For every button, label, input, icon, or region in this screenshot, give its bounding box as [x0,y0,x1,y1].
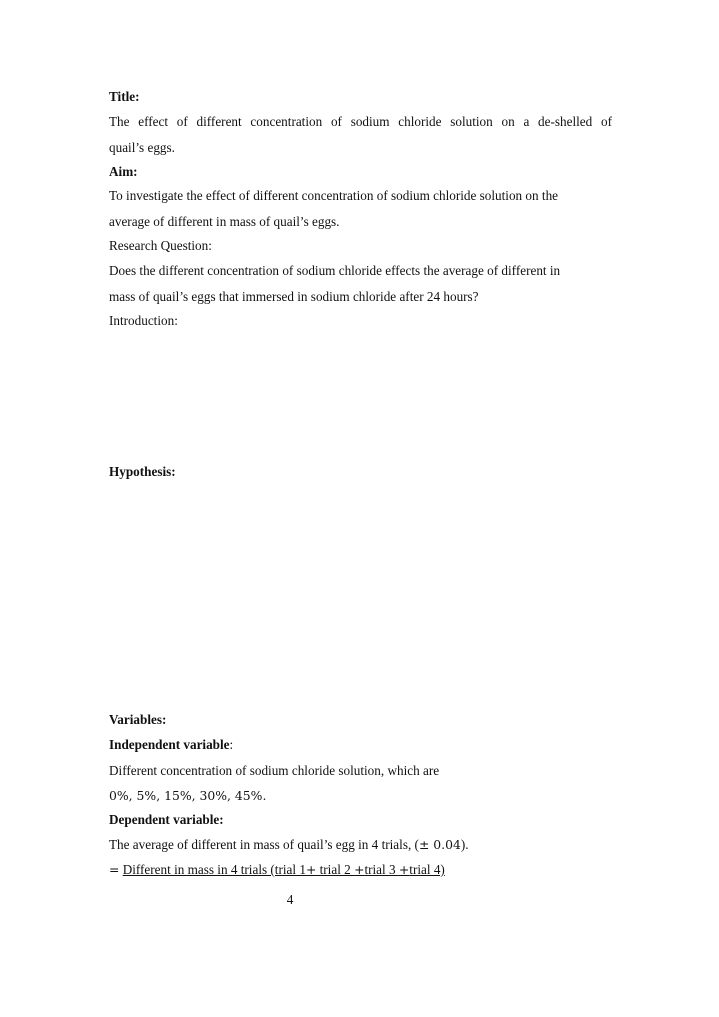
plus-sign-1: + [305,862,317,877]
dependent-variable-description: The average of different in mass of quail’s egg in 4 trials, ( [109,837,419,852]
independent-variable-values: 0%, 5%, 15%, 30%, 45%. [109,788,267,803]
independent-variable-colon: : [229,737,234,752]
research-question-line-2: mass of quail’s eggs that immersed in sodium chloride after 24 hours? [109,289,479,304]
formula-part-2: trial 2 [316,862,355,877]
formula-line [109,862,445,878]
dependent-variable-text [109,837,469,853]
title-text-line-2: quail’s eggs. [109,140,175,155]
variables-heading: Variables: [109,712,167,727]
title-text-line-1: The effect of different concentration of sodium chloride solution on a de-shelled of [109,114,612,129]
independent-variable-text: Different concentration of sodium chloride solution, which are [109,763,440,778]
plus-sign-2: + [354,862,365,877]
formula-part-3: trial 3 [364,862,399,877]
page-number: 4 [286,892,294,907]
formula-part-1: Different in mass in 4 trials (trial 1 [122,862,306,877]
research-question-line-1: Does the different concentration of sodium chloride effects the average of different in [109,263,561,278]
formula-expression [123,862,445,877]
equals-sign: = [109,862,120,877]
formula-part-4: trial 4) [409,862,445,877]
hypothesis-heading: Hypothesis: [109,464,176,479]
aim-text-line-1: To investigate the effect of different concentration of sodium chloride solution on the [109,188,559,203]
introduction-heading: Introduction: [109,313,178,328]
independent-variable-heading-line [109,737,233,753]
independent-variable-heading: Independent variable [109,737,230,752]
plus-sign-3: + [398,862,410,877]
dependent-variable-end: ). [460,837,469,852]
dependent-variable-heading: Dependent variable: [109,812,224,827]
aim-heading: Aim: [109,164,138,179]
aim-text-line-2: average of different in mass of quail’s eggs. [109,214,340,229]
title-heading: Title: [109,89,140,104]
uncertainty-value: ± 0.04 [418,837,461,852]
research-question-heading: Research Question: [109,238,212,253]
